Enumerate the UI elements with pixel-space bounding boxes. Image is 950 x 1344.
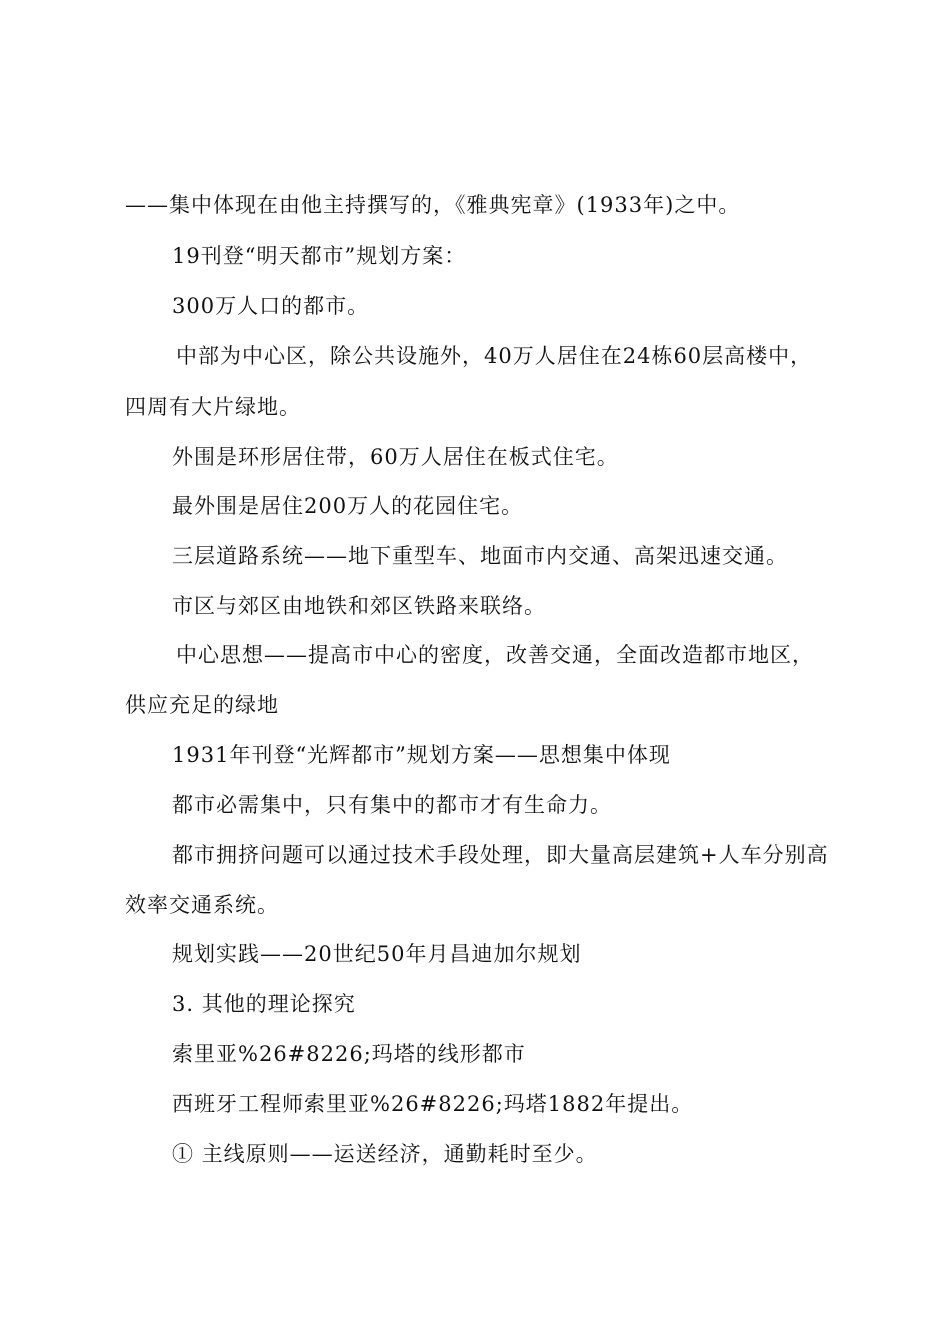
paragraph-line: 300万人口的都市。: [172, 294, 370, 318]
paragraph-line: 索里亚%26#8226;玛塔的线形都市: [172, 1042, 526, 1066]
paragraph-line: 都市拥挤问题可以通过技术手段处理，即大量高层建筑+人车分别高: [172, 843, 829, 867]
paragraph-line: 供应充足的绿地: [125, 693, 279, 717]
paragraph-line: 三层道路系统——地下重型车、地面市内交通、高架迅速交通。: [172, 544, 788, 568]
paragraph-line: 四周有大片绿地。: [125, 395, 301, 419]
paragraph-line: ——集中体现在由他主持撰写的，《雅典宪章》(1933年)之中。: [125, 193, 741, 217]
paragraph-line: 中部为中心区，除公共设施外，40万人居住在24栋60层高楼中，: [176, 344, 813, 368]
paragraph-line: 市区与郊区由地铁和郊区铁路来联络。: [172, 594, 546, 618]
paragraph-line: ① 主线原则——运送经济，通勤耗时至少。: [172, 1142, 598, 1166]
paragraph-line: 西班牙工程师索里亚%26#8226;玛塔1882年提出。: [172, 1092, 694, 1116]
paragraph-line: 中心思想——提高市中心的密度，改善交通，全面改造都市地区，: [176, 643, 814, 667]
paragraph-line: 外围是环形居住带，60万人居住在板式住宅。: [172, 445, 619, 469]
paragraph-line: 1931年刊登“光辉都市”规划方案——思想集中体现: [172, 743, 671, 767]
paragraph-line: 3. 其他的理论探究: [172, 992, 356, 1016]
paragraph-line: 规划实践——20世纪50年月昌迪加尔规划: [172, 942, 582, 966]
paragraph-line: 效率交通系统。: [125, 893, 279, 917]
paragraph-line: 最外围是居住200万人的花园住宅。: [172, 494, 524, 518]
paragraph-line: 19刊登“明天都市”规划方案：: [172, 244, 467, 268]
paragraph-line: 都市必需集中，只有集中的都市才有生命力。: [172, 793, 612, 817]
